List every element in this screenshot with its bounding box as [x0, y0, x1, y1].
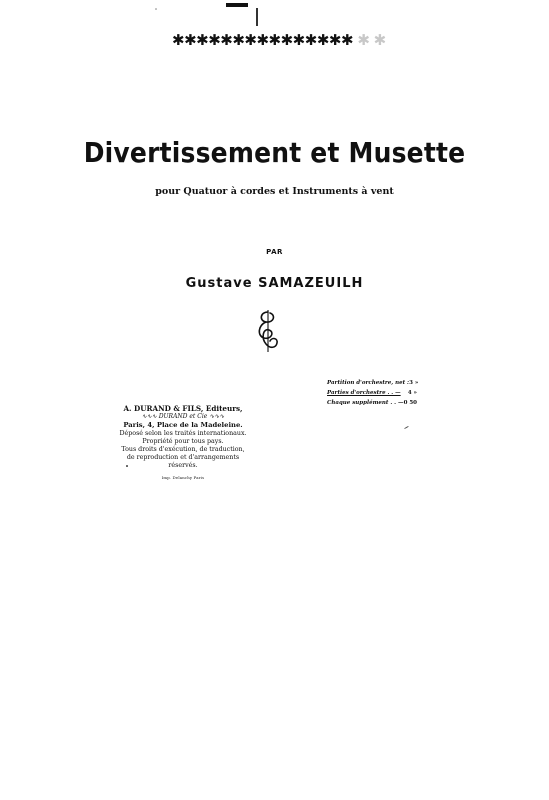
paper-speck	[155, 8, 157, 10]
printer-credit: Imp. Delanchy Paris	[161, 474, 205, 480]
publisher-firm-alt-text: DURAND et Cie	[158, 413, 208, 421]
page-title: Divertissement et Musette	[83, 136, 466, 169]
top-rule	[226, 3, 248, 7]
price-value: 0 50	[403, 400, 417, 406]
publisher-line: de reproduction et d'arrangements réservés.	[126, 454, 240, 470]
price-label: Partition d'orchestre, net :	[327, 380, 410, 386]
publisher-line: Tous droits d'exécution, de traduction,	[121, 446, 245, 454]
price-row	[327, 388, 417, 398]
paper-speck	[126, 465, 128, 467]
ornament-dark: ✱✱✱✱✱✱✱✱✱✱✱✱✱✱✱	[172, 31, 354, 49]
price-value: 3 »	[409, 380, 419, 386]
price-row	[327, 378, 417, 388]
publisher-firm-alt: ∿∿∿ DURAND et Cie ∿∿∿	[141, 413, 225, 421]
price-label: Parties d'orchestre . . —	[327, 390, 401, 396]
byline: PAR	[266, 248, 283, 256]
subtitle: pour Quatuor à cordes et Instruments à vent	[155, 186, 394, 197]
paper-speck	[404, 426, 409, 430]
publisher-imprint	[118, 405, 248, 482]
composer-name: Gustave SAMAZEUILH	[185, 276, 364, 291]
price-label: Chaque supplément . . —	[327, 400, 404, 406]
price-value: 4 »	[407, 390, 417, 396]
publisher-monogram-icon	[254, 308, 282, 354]
publisher-address: Paris, 4, Place de la Madeleine.	[123, 421, 243, 430]
ornament-faded: ✱ ✱	[357, 31, 386, 49]
price-list	[327, 378, 417, 408]
ornament-border	[172, 31, 386, 49]
publisher-line: Déposé selon les traités internationaux.	[119, 429, 247, 437]
publisher-line: Propriété pour tous pays.	[142, 437, 224, 445]
publisher-firm: A. DURAND & FILS, Editeurs,	[123, 404, 243, 413]
price-row	[327, 398, 417, 408]
top-tick	[256, 8, 258, 26]
